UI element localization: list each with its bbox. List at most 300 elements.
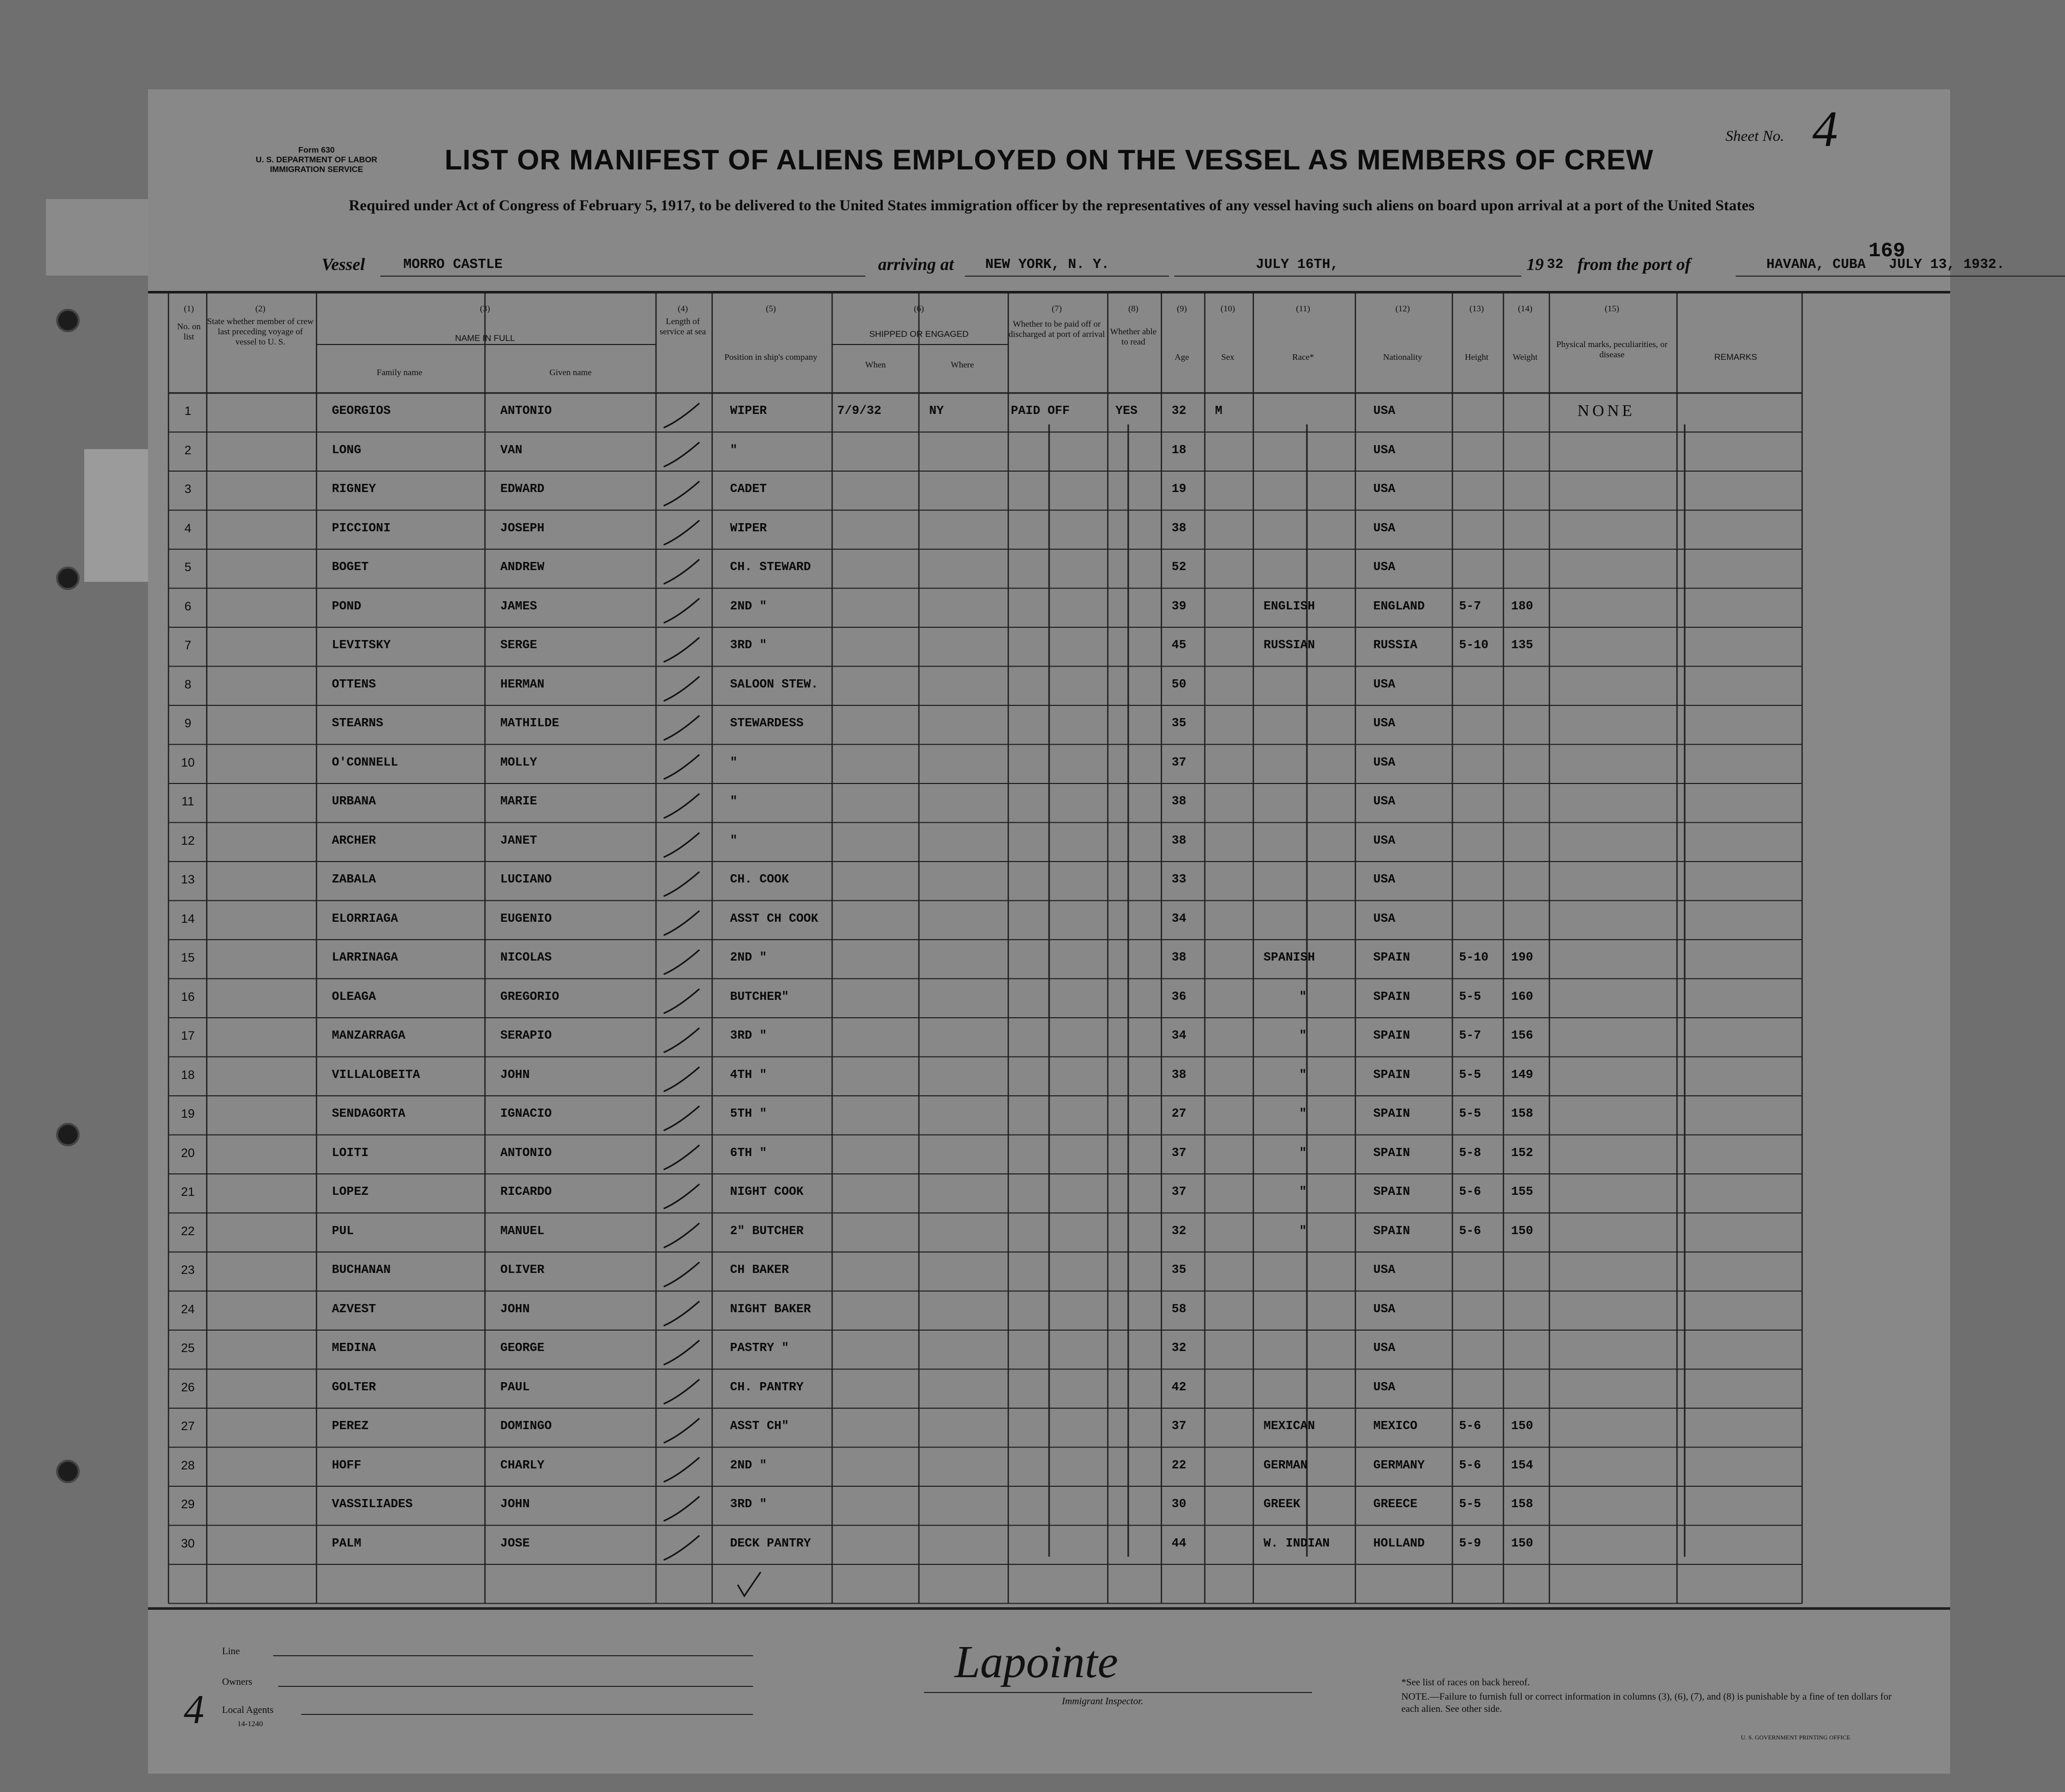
family-name: ZABALA <box>332 873 376 887</box>
attached-card-top <box>46 199 153 276</box>
position: WIPER <box>730 521 767 535</box>
weight: 158 <box>1511 1107 1534 1121</box>
race: " <box>1299 990 1307 1004</box>
owners-label: Owners <box>222 1677 253 1687</box>
line-label: Line <box>222 1646 240 1657</box>
row-number: 23 <box>181 1263 195 1277</box>
family-name: BUCHANAN <box>332 1263 391 1277</box>
row-number: 13 <box>181 873 195 887</box>
height: 5-6 <box>1459 1458 1481 1472</box>
nationality: USA <box>1373 482 1396 496</box>
row-number: 15 <box>181 951 195 965</box>
nationality: MEXICO <box>1373 1419 1418 1433</box>
age: 32 <box>1172 1224 1186 1238</box>
given-name: ANTONIO <box>500 404 552 418</box>
given-name: MARIE <box>500 795 538 808</box>
able-to-read: YES <box>1115 404 1138 418</box>
department-name: U. S. DEPARTMENT OF LABOR <box>256 156 377 164</box>
printer-imprint: U. S. GOVERNMENT PRINTING OFFICE <box>1741 1734 1851 1741</box>
row-number: 28 <box>181 1458 195 1472</box>
given-name: PAUL <box>500 1380 530 1394</box>
departure-date: JULY 13, 1932. <box>1889 257 2005 273</box>
service-check-mark <box>664 443 699 467</box>
height: 5-10 <box>1459 951 1489 965</box>
service-check-mark <box>664 599 699 623</box>
position: 2" BUTCHER <box>730 1224 804 1238</box>
position: 5TH " <box>730 1107 767 1121</box>
nationality: USA <box>1373 1302 1396 1316</box>
weight: 154 <box>1511 1458 1534 1472</box>
nationality: HOLLAND <box>1373 1536 1425 1551</box>
family-name: BOGET <box>332 560 369 574</box>
binder-hole <box>56 309 80 332</box>
service-check-mark <box>664 989 699 1014</box>
col8-label: Whether able to read <box>1110 327 1157 347</box>
weight: 180 <box>1511 599 1534 613</box>
tick-mark <box>738 1572 761 1596</box>
family-name: VASSILIADES <box>332 1498 413 1511</box>
form-code: 14-1240 <box>237 1720 263 1728</box>
age: 36 <box>1172 990 1186 1004</box>
row-number: 20 <box>181 1146 195 1160</box>
nationality: SPAIN <box>1373 1029 1411 1043</box>
col7-label: Whether to be paid off or discharged at port of arrival <box>1008 319 1105 339</box>
race: " <box>1299 1107 1307 1121</box>
nationality: USA <box>1373 717 1396 730</box>
service-check-mark <box>664 794 699 818</box>
weight: 158 <box>1511 1498 1534 1511</box>
age: 27 <box>1172 1107 1186 1121</box>
weight: 150 <box>1511 1419 1534 1433</box>
binder-hole <box>56 1123 80 1146</box>
col13-label: Height <box>1465 352 1489 362</box>
col7-num: (7) <box>1052 304 1062 313</box>
family-name: ELORRIAGA <box>332 912 398 926</box>
age: 32 <box>1172 404 1186 418</box>
position: 3RD " <box>730 1498 767 1511</box>
race: " <box>1299 1068 1307 1082</box>
col15-label: Physical marks, peculiarities, or disease <box>1556 339 1668 359</box>
family-name: LONG <box>332 443 361 457</box>
col3-num: (3) <box>480 304 490 313</box>
race: RUSSIAN <box>1264 639 1315 652</box>
family-name: MANZARRAGA <box>332 1029 406 1043</box>
row-number: 30 <box>181 1536 195 1551</box>
service-check-mark <box>664 1028 699 1052</box>
position: NIGHT BAKER <box>730 1302 811 1316</box>
family-name: URBANA <box>332 795 376 808</box>
row-number: 8 <box>184 677 191 692</box>
nationality: GREECE <box>1373 1498 1418 1511</box>
race: " <box>1299 1224 1307 1238</box>
nationality: ENGLAND <box>1373 599 1425 613</box>
service-name: IMMIGRATION SERVICE <box>270 165 363 174</box>
position: ASST CH COOK <box>730 912 818 926</box>
nationality: USA <box>1373 873 1396 887</box>
col9-label: Age <box>1174 352 1189 362</box>
service-check-mark <box>664 911 699 936</box>
age: 18 <box>1172 443 1186 457</box>
race: MEXICAN <box>1264 1419 1315 1433</box>
physical-marks: NONE <box>1577 401 1635 420</box>
penalty-note: NOTE.—Failure to furnish full or correct information in columns (3), (6), (7), and (8) is punishable by a fine of ten dollars for each alien. See other side. <box>1401 1691 1892 1714</box>
col6-label: SHIPPED OR ENGAGED <box>869 329 969 339</box>
given-name: DOMINGO <box>500 1419 552 1433</box>
race: " <box>1299 1185 1307 1199</box>
position: WIPER <box>730 404 767 418</box>
family-name: ARCHER <box>332 833 376 848</box>
row-number: 11 <box>181 795 195 808</box>
row-number: 22 <box>181 1224 195 1238</box>
col1-num: (1) <box>184 304 194 313</box>
position: 6TH " <box>730 1146 767 1160</box>
given-name: HERMAN <box>500 677 545 692</box>
service-check-mark <box>664 1302 699 1326</box>
family-name: LARRINAGA <box>332 951 398 965</box>
row-number: 12 <box>181 833 195 848</box>
service-check-mark <box>664 950 699 974</box>
row-number: 10 <box>181 755 195 770</box>
row-number: 4 <box>184 521 191 535</box>
page-title: LIST OR MANIFEST OF ALIENS EMPLOYED ON THE VESSEL AS MEMBERS OF CREW <box>444 143 1654 176</box>
arrival-date: JULY 16TH, <box>1256 257 1339 273</box>
age: 37 <box>1172 755 1186 770</box>
col13-num: (13) <box>1469 304 1484 313</box>
handwritten-number: 4 <box>184 1687 204 1732</box>
height: 5-5 <box>1459 990 1481 1004</box>
position: NIGHT COOK <box>730 1185 804 1199</box>
race: SPANISH <box>1264 951 1315 965</box>
position: BUTCHER" <box>730 990 789 1004</box>
given-name: OLIVER <box>500 1263 545 1277</box>
race: " <box>1299 1029 1307 1043</box>
age: 33 <box>1172 873 1186 887</box>
weight: 149 <box>1511 1068 1534 1082</box>
nationality: USA <box>1373 755 1396 770</box>
family-name: AZVEST <box>332 1302 376 1316</box>
service-check-mark <box>664 559 699 584</box>
age: 34 <box>1172 1029 1186 1043</box>
family-name: GEORGIOS <box>332 404 391 418</box>
position: 3RD " <box>730 639 767 652</box>
family-name: SENDAGORTA <box>332 1107 406 1121</box>
row-number: 26 <box>181 1380 195 1394</box>
position: CH. PANTRY <box>730 1380 804 1394</box>
col5-num: (5) <box>766 304 776 313</box>
given-name: JANET <box>500 833 538 848</box>
col11-label: Race* <box>1292 352 1314 362</box>
col6-when-label: When <box>865 360 886 370</box>
age: 38 <box>1172 521 1186 535</box>
from-port-label: from the port of <box>1577 255 1691 274</box>
given-name: JOSE <box>500 1536 530 1551</box>
col15-num: (15) <box>1605 304 1619 313</box>
age: 30 <box>1172 1498 1186 1511</box>
family-name: POND <box>332 599 361 613</box>
race: " <box>1299 1146 1307 1160</box>
height: 5-8 <box>1459 1146 1481 1160</box>
family-name: O'CONNELL <box>332 755 398 770</box>
service-check-mark <box>664 1106 699 1131</box>
arriving-port: NEW YORK, N. Y. <box>985 257 1110 273</box>
service-check-mark <box>664 637 699 662</box>
position: CH. COOK <box>730 873 789 887</box>
row-number: 21 <box>181 1185 195 1199</box>
given-name: IGNACIO <box>500 1107 552 1121</box>
position: PASTRY " <box>730 1341 789 1355</box>
age: 42 <box>1172 1380 1186 1394</box>
nationality: RUSSIA <box>1373 639 1418 652</box>
nationality: SPAIN <box>1373 990 1411 1004</box>
shipped-when: 7/9/32 <box>837 404 882 418</box>
row-number: 19 <box>181 1107 195 1121</box>
nationality: USA <box>1373 795 1396 808</box>
col10-num: (10) <box>1220 304 1235 313</box>
given-name: MOLLY <box>500 755 538 770</box>
row-number: 9 <box>184 717 191 730</box>
weight: 152 <box>1511 1146 1534 1160</box>
given-name: NICOLAS <box>500 951 552 965</box>
position: DECK PANTRY <box>730 1536 811 1551</box>
col3-given-label: Given name <box>549 367 592 377</box>
col11-num: (11) <box>1296 304 1310 313</box>
row-number: 16 <box>181 990 195 1004</box>
row-number: 5 <box>184 560 191 574</box>
row-number: 6 <box>184 599 191 613</box>
row-number: 29 <box>181 1498 195 1511</box>
col4-label: Length of service at sea <box>660 316 706 336</box>
given-name: EDWARD <box>500 482 545 496</box>
given-name: MANUEL <box>500 1224 545 1238</box>
col1-label: No. on list <box>177 322 201 341</box>
nationality: USA <box>1373 560 1396 574</box>
service-check-mark <box>664 833 699 857</box>
position: CH BAKER <box>730 1263 789 1277</box>
family-name: OTTENS <box>332 677 376 692</box>
inspector-label: Immigrant Inspector. <box>1062 1696 1144 1707</box>
height: 5-9 <box>1459 1536 1481 1551</box>
family-name: HOFF <box>332 1458 361 1472</box>
nationality: USA <box>1373 833 1396 848</box>
binder-hole <box>56 567 80 590</box>
nationality: SPAIN <box>1373 1185 1411 1199</box>
row-number: 14 <box>181 912 195 926</box>
service-check-mark <box>664 481 699 506</box>
race-footnote: *See list of races on back hereof. <box>1401 1677 1530 1688</box>
nationality: USA <box>1373 912 1396 926</box>
given-name: MATHILDE <box>500 717 560 730</box>
service-check-mark <box>664 1223 699 1248</box>
col3-family-label: Family name <box>376 367 423 377</box>
age: 35 <box>1172 717 1186 730</box>
sheet-number: 4 <box>1812 101 1838 157</box>
weight: 135 <box>1511 639 1534 652</box>
col2-num: (2) <box>255 304 265 313</box>
nationality: USA <box>1373 404 1396 418</box>
position: SALOON STEW. <box>730 677 818 692</box>
height: 5-6 <box>1459 1185 1481 1199</box>
position: 2ND " <box>730 1458 767 1472</box>
service-check-mark <box>664 872 699 896</box>
row-number: 18 <box>181 1068 195 1082</box>
nationality: SPAIN <box>1373 1146 1411 1160</box>
col4-num: (4) <box>677 304 688 313</box>
nationality: SPAIN <box>1373 951 1411 965</box>
row-number: 7 <box>184 639 191 652</box>
service-check-mark <box>664 1145 699 1170</box>
given-name: GEORGE <box>500 1341 545 1355</box>
sex: M <box>1215 404 1223 418</box>
sheet-label: Sheet No. <box>1726 128 1784 144</box>
weight: 190 <box>1511 951 1534 965</box>
given-name: CHARLY <box>500 1458 545 1472</box>
nationality: USA <box>1373 521 1396 535</box>
col6-where-label: Where <box>951 360 974 370</box>
family-name: STEARNS <box>332 717 383 730</box>
given-name: VAN <box>500 443 523 457</box>
service-check-mark <box>664 755 699 779</box>
given-name: JOSEPH <box>500 521 545 535</box>
inspector-signature: Lapointe <box>955 1637 1119 1687</box>
family-name: LOITI <box>332 1146 369 1160</box>
position: 2ND " <box>730 951 767 965</box>
vessel-name: MORRO CASTLE <box>403 257 503 273</box>
height: 5-10 <box>1459 639 1489 652</box>
position: 3RD " <box>730 1029 767 1043</box>
family-name: GOLTER <box>332 1380 376 1394</box>
given-name: JAMES <box>500 599 538 613</box>
nationality: SPAIN <box>1373 1224 1411 1238</box>
remarks-label: REMARKS <box>1714 352 1758 362</box>
age: 39 <box>1172 599 1186 613</box>
height: 5-5 <box>1459 1107 1481 1121</box>
given-name: ANDREW <box>500 560 545 574</box>
age: 22 <box>1172 1458 1186 1472</box>
weight: 155 <box>1511 1185 1534 1199</box>
nationality: USA <box>1373 1341 1396 1355</box>
age: 58 <box>1172 1302 1186 1316</box>
family-name: PICCIONI <box>332 521 391 535</box>
position: 4TH " <box>730 1068 767 1082</box>
col14-label: Weight <box>1513 352 1538 362</box>
service-check-mark <box>664 1496 699 1521</box>
service-check-mark <box>664 1458 699 1482</box>
age: 34 <box>1172 912 1186 926</box>
row-number: 17 <box>181 1029 195 1043</box>
height: 5-5 <box>1459 1498 1481 1511</box>
height: 5-5 <box>1459 1068 1481 1082</box>
given-name: JOHN <box>500 1068 530 1082</box>
service-check-mark <box>664 1380 699 1404</box>
service-check-mark <box>664 1340 699 1365</box>
service-check-mark <box>664 716 699 740</box>
age: 38 <box>1172 951 1186 965</box>
service-check-mark <box>664 677 699 701</box>
age: 52 <box>1172 560 1186 574</box>
vessel-label: Vessel <box>322 255 365 274</box>
position: " <box>730 755 738 770</box>
col12-num: (12) <box>1395 304 1410 313</box>
row-number: 24 <box>181 1302 195 1316</box>
requirement-text: Required under Act of Congress of February 5, 1917, to be delivered to the United States immigration officer by the representatives of any vessel having such aliens on board upon arrival at a port of the United States <box>349 197 1755 214</box>
race: GERMAN <box>1264 1458 1308 1472</box>
manifest-sheet <box>148 89 2005 1774</box>
position: ASST CH" <box>730 1419 789 1433</box>
service-check-mark <box>664 1184 699 1209</box>
col10-label: Sex <box>1221 352 1234 362</box>
age: 37 <box>1172 1146 1186 1160</box>
given-name: LUCIANO <box>500 873 552 887</box>
col2-label: State whether member of crew last preceding voyage of vessel to U. S. <box>207 316 314 347</box>
height: 5-7 <box>1459 1029 1481 1043</box>
local-agents-label: Local Agents <box>222 1705 274 1715</box>
nationality: USA <box>1373 443 1396 457</box>
given-name: RICARDO <box>500 1185 552 1199</box>
race: ENGLISH <box>1264 599 1315 613</box>
family-name: LOPEZ <box>332 1185 369 1199</box>
weight: 160 <box>1511 990 1534 1004</box>
arriving-label: arriving at <box>878 255 954 274</box>
nationality: USA <box>1373 1380 1396 1394</box>
position: 2ND " <box>730 599 767 613</box>
family-name: PALM <box>332 1536 361 1551</box>
given-name: EUGENIO <box>500 912 552 926</box>
nationality: USA <box>1373 1263 1396 1277</box>
col5-label: Position in ship's company <box>724 352 818 362</box>
row-number: 25 <box>181 1341 195 1355</box>
service-check-mark <box>664 1262 699 1287</box>
service-check-mark <box>664 1418 699 1443</box>
given-name: SERGE <box>500 639 538 652</box>
shipped-where: NY <box>929 404 944 418</box>
service-check-mark <box>664 1067 699 1092</box>
family-name: MEDINA <box>332 1341 376 1355</box>
col12-label: Nationality <box>1383 352 1422 362</box>
given-name: SERAPIO <box>500 1029 552 1043</box>
family-name: LEVITSKY <box>332 639 391 652</box>
height: 5-6 <box>1459 1224 1481 1238</box>
family-name: PEREZ <box>332 1419 369 1433</box>
given-name: GREGORIO <box>500 990 560 1004</box>
position: " <box>730 795 738 808</box>
year-prefix: 19 <box>1526 255 1544 274</box>
year-suffix: 32 <box>1547 257 1564 273</box>
family-name: OLEAGA <box>332 990 376 1004</box>
binder-hole <box>56 1460 80 1483</box>
position: STEWARDESS <box>730 717 804 730</box>
given-name: JOHN <box>500 1498 530 1511</box>
service-check-mark <box>664 403 699 428</box>
age: 38 <box>1172 795 1186 808</box>
age: 50 <box>1172 677 1186 692</box>
row-number: 3 <box>184 482 191 496</box>
family-name: RIGNEY <box>332 482 376 496</box>
col9-num: (9) <box>1177 304 1187 313</box>
family-name: PUL <box>332 1224 354 1238</box>
weight: 150 <box>1511 1224 1534 1238</box>
position: " <box>730 443 738 457</box>
height: 5-7 <box>1459 599 1481 613</box>
weight: 150 <box>1511 1536 1534 1551</box>
col6-num: (6) <box>914 304 924 313</box>
nationality: GERMANY <box>1373 1458 1425 1472</box>
nationality: USA <box>1373 677 1396 692</box>
position: CADET <box>730 482 767 496</box>
row-number: 1 <box>184 404 191 418</box>
age: 37 <box>1172 1419 1186 1433</box>
age: 19 <box>1172 482 1186 496</box>
weight: 156 <box>1511 1029 1534 1043</box>
